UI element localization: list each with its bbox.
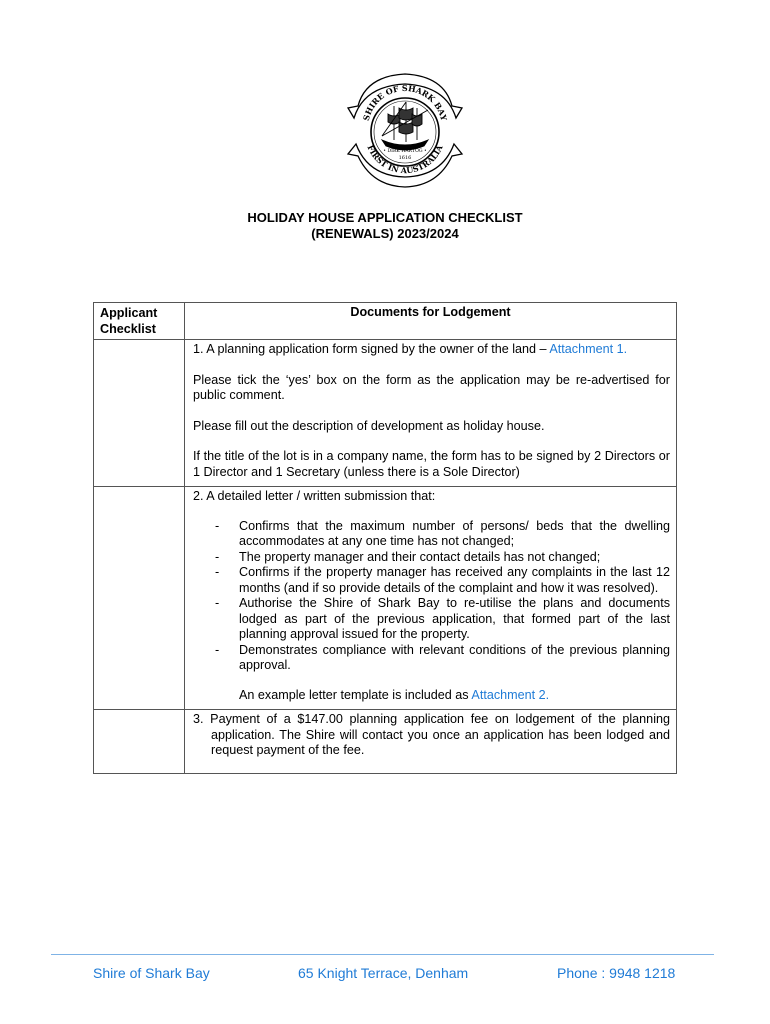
- footer-address: 65 Knight Terrace, Denham: [298, 965, 469, 981]
- item-1-note-description: Please fill out the description of development as holiday house.: [193, 418, 545, 433]
- document-subtitle: (RENEWALS) 2023/2024: [311, 226, 459, 241]
- lodgement-checklist-table: [93, 302, 677, 774]
- footer-org: Shire of Shark Bay: [93, 965, 210, 981]
- document-cell-1: [185, 340, 677, 487]
- list-item: - Confirms that the maximum number of persons/ beds that the dwelling accommodates at any one time has not changed;: [239, 519, 670, 550]
- tick-box-3[interactable]: [94, 710, 185, 774]
- seal-bottom-text: FIRST IN AUSTRALIA: [365, 143, 445, 176]
- seal-ship-name: • DIRK HARTOG •: [383, 149, 427, 154]
- item-1-note-company: If the title of the lot is in a company name, the form has to be signed by 2 Directors or 1 Director and 1 Secretary (unless there is a Sole Director): [193, 449, 670, 479]
- item-2-requirements-list: [193, 519, 670, 674]
- table-header-row: [94, 303, 677, 340]
- item-1-note-tick-yes: Please tick the ‘yes’ box on the form as the application may be re-advertised for public comment.: [193, 372, 670, 402]
- table-row: [94, 487, 677, 710]
- table-row: [94, 340, 677, 487]
- example-letter-note: An example letter template is included as Attachment 2.: [239, 687, 550, 702]
- footer-divider: [51, 954, 714, 955]
- document-cell-3: [185, 710, 677, 774]
- list-item: - Demonstrates compliance with relevant conditions of the previous planning approval.: [239, 643, 670, 674]
- document-title: HOLIDAY HOUSE APPLICATION CHECKLIST: [247, 210, 523, 225]
- footer-phone: Phone : 9948 1218: [557, 965, 676, 981]
- tick-box-1[interactable]: [94, 340, 185, 487]
- tick-box-2[interactable]: [94, 487, 185, 710]
- list-item: - Confirms if the property manager has received any complaints in the last 12 months (and if so provide details of the complaint and how it was resolved).: [239, 565, 670, 596]
- seal-year: 1616: [398, 155, 412, 161]
- list-item: - The property manager and their contact details has not changed;: [239, 550, 670, 566]
- seal-top-text: SHIRE OF SHARK BAY: [360, 82, 450, 122]
- applicant-checklist-header: Applicant Checklist: [94, 303, 185, 340]
- item-1: 1. A planning application form signed by the owner of the land – Attachment 1.: [193, 342, 628, 356]
- document-cell-2: [185, 487, 677, 710]
- item-2: 2. A detailed letter / written submission that:: [193, 489, 436, 503]
- attachment-1-link[interactable]: Attachment 1.: [549, 342, 628, 356]
- attachment-2-link[interactable]: Attachment 2.: [471, 687, 550, 702]
- list-item: - Authorise the Shire of Shark Bay to re-utilise the plans and documents lodged as part of the previous application, that formed part of the last planning approval issued for the property.: [239, 596, 670, 643]
- documents-header: Documents for Lodgement: [185, 303, 677, 340]
- table-row: [94, 710, 677, 774]
- item-3: 3. Payment of a $147.00 planning application fee on lodgement of the planning application. The Shire will contact you once an application has been lodged and request payment of the fee.: [193, 712, 670, 757]
- shire-seal-logo: [346, 70, 464, 190]
